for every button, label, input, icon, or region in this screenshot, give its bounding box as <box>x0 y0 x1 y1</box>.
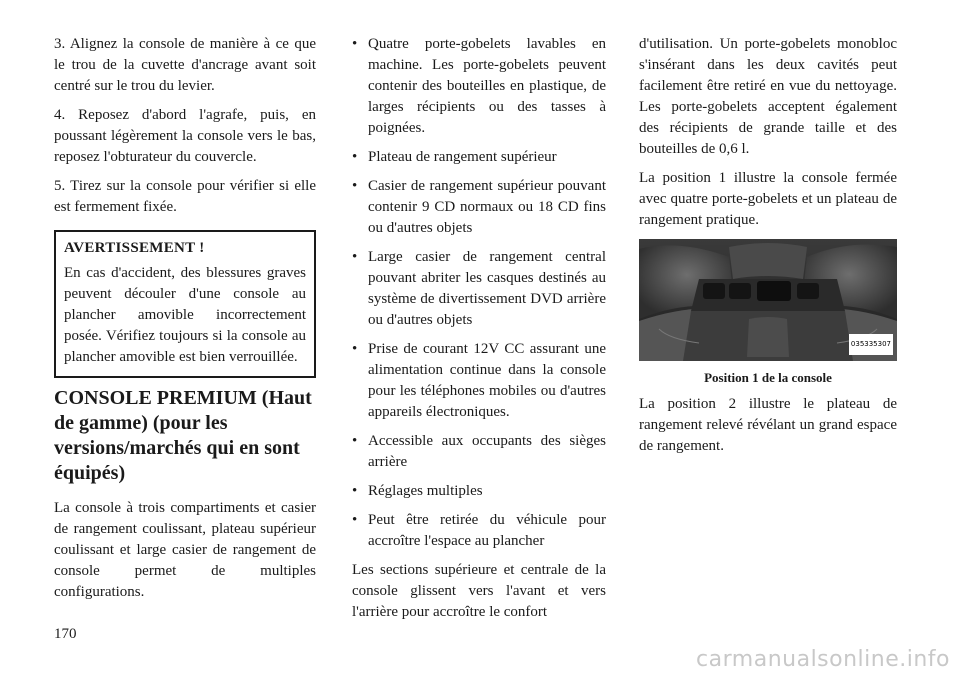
middle-column <box>352 34 606 631</box>
image-code: 035335307 <box>849 334 893 355</box>
list-item-text: Casier de rangement supérieur pouvant contenir 9 CD normaux ou 18 CD fins ou d'autres objets <box>368 178 606 236</box>
bullet-icon: • <box>352 249 358 265</box>
bullet-icon: • <box>352 149 358 165</box>
step-5: 5. Tirez sur la console pour vérifier si elle est fermement fixée. <box>54 178 316 215</box>
position-1-text: La position 1 illustre la console fermée avec quatre porte-gobelets et un plateau de rangement pratique. <box>639 170 897 228</box>
position-2-text: La position 2 illustre le plateau de rangement relevé révélant un grand espace de rangement. <box>639 396 897 454</box>
sliding-sections-text: Les sections supérieure et centrale de la console glissent vers l'avant et vers l'arrière pour accroître le confort <box>352 562 606 620</box>
console-photo <box>639 239 897 361</box>
list-item-text: Peut être retirée du véhicule pour accroître l'espace au plancher <box>368 512 606 549</box>
page-number: 170 <box>54 626 77 642</box>
list-item <box>352 431 606 473</box>
section-heading: CONSOLE PREMIUM (Haut de gamme) (pour les versions/marchés qui en sont équipés) <box>54 387 312 484</box>
list-item <box>352 147 606 168</box>
bullet-icon: • <box>352 512 358 528</box>
list-item-text: Accessible aux occupants des sièges arrière <box>368 433 606 470</box>
list-item <box>352 481 606 502</box>
step-3: 3. Alignez la console de manière à ce que le trou de la cuvette d'ancrage avant soit centré sur le trou du levier. <box>54 36 316 94</box>
bullet-icon: • <box>352 178 358 194</box>
left-column <box>54 34 316 611</box>
warning-text: En cas d'accident, des blessures graves peuvent découler d'une console au plancher amovible incorrectement posée. Vérifiez toujours si la console au plancher amovible est bien verrouillée. <box>64 265 306 365</box>
feature-list <box>352 34 606 552</box>
warning-box <box>54 230 316 378</box>
list-item-text: Plateau de rangement supérieur <box>368 149 557 165</box>
list-item-text: Quatre porte-gobelets lavables en machine. Les porte-gobelets peuvent contenir des bouteilles en plastique, de larges récipients ou des tasses à poignées. <box>368 36 606 136</box>
bullet-icon: • <box>352 433 358 449</box>
list-item-text: Réglages multiples <box>368 483 483 499</box>
warning-title: AVERTISSEMENT ! <box>64 240 205 256</box>
list-item <box>352 510 606 552</box>
step-4: 4. Reposez d'abord l'agrafe, puis, en poussant légèrement la console vers le bas, reposez l'obturateur du couvercle. <box>54 107 316 165</box>
photo-caption: Position 1 de la console <box>704 370 832 385</box>
section-intro: La console à trois compartiments et casier de rangement coulissant, plateau supérieur coulissant et large casier de rangement de console permet de multiples configurations. <box>54 500 316 600</box>
list-item-text: Prise de courant 12V CC assurant une alimentation continue dans la console pour les téléphones mobiles ou d'autres appareils électroniques. <box>368 341 606 420</box>
watermark: carmanualsonline.info <box>696 647 950 672</box>
bullet-icon: • <box>352 483 358 499</box>
bullet-icon: • <box>352 36 358 52</box>
right-column <box>639 34 897 465</box>
list-item-text: Large casier de rangement central pouvant abriter les casques destinés au système de divertissement DVD arrière ou d'autres objets <box>368 249 606 328</box>
bullet-icon: • <box>352 341 358 357</box>
list-item <box>352 247 606 331</box>
list-item <box>352 339 606 423</box>
list-item <box>352 176 606 239</box>
list-item <box>352 34 606 139</box>
continued-text: d'utilisation. Un porte-gobelets monobloc s'insérant dans les deux cavités peut facilement être retiré en vue du nettoyage. Les porte-gobelets acceptent également des récipients de grande taille et des bouteilles de 0,6 l. <box>639 36 897 157</box>
